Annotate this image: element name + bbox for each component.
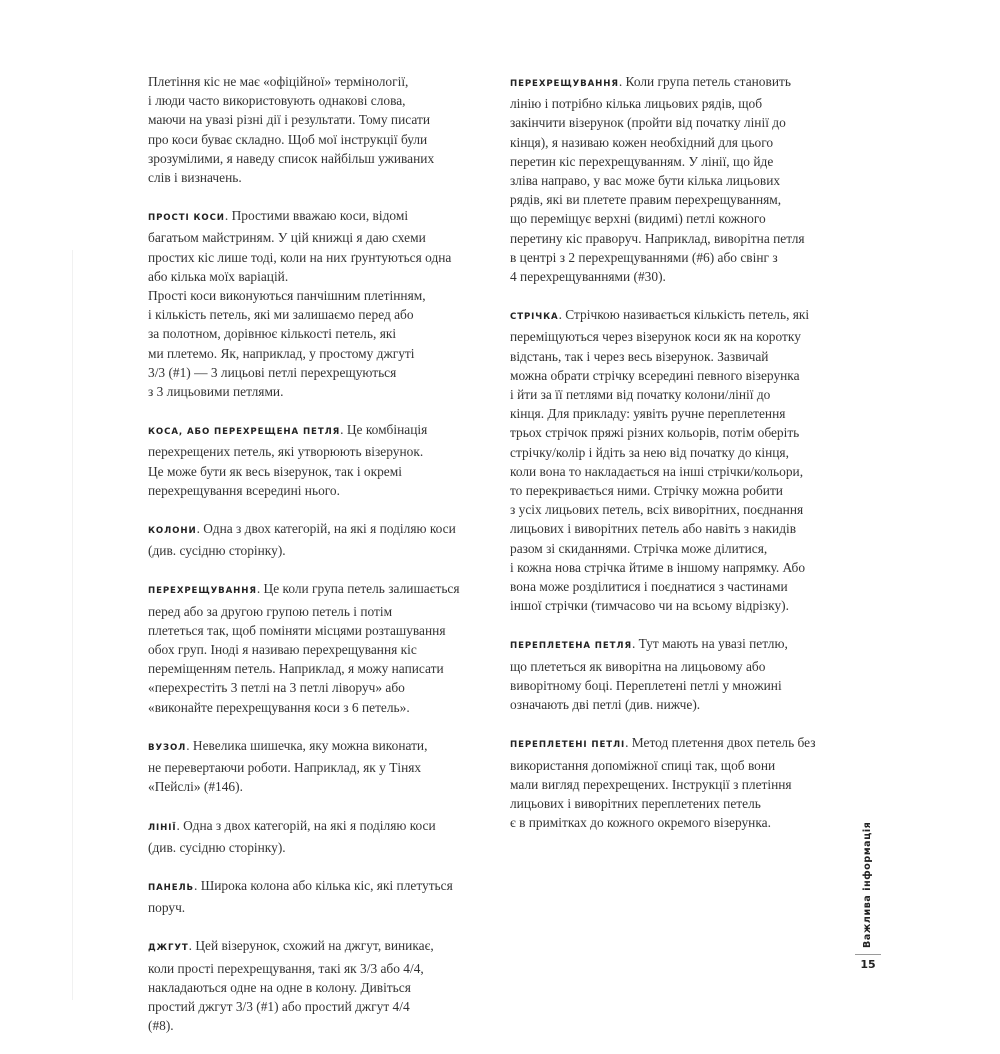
glossary-entry-twisted-stitch bbox=[510, 634, 862, 714]
glossary-term: ЛІНІЇ bbox=[148, 822, 177, 833]
glossary-definition: . Стрічкою називається кількість петель, які переміщуються через візерунок коси як на коротку відстань, так і через весь візерунок. Зазвичай можна обрати стрічку всередині певного візерунка і йти за її петлями від початку колони/лінії до кінця. Для прикладу: уявіть ручне переплетення трьох стрічок пряжі різних кольорів, потім оберіть стрічку/колір і йдіть за нею від початку до кінця, коли вона то накладається на інші стрічки/кольори, то перекривається ними. Стрічку можна робити з усіх лицьових петель, всіх виворітних, поєднання лицьових і виворітних петель або навіть з накидів разом зі скиданнями. Стрічка може ділитися, і кожна нова стрічка йтиме в іншому напрямку. Або вона може розділитися і поєднатися з частинами іншої стрічки (тимчасово чи на всьому відрізку). bbox=[510, 307, 810, 614]
page-number-rule bbox=[855, 954, 881, 955]
glossary-definition: . Метод плетення двох петель без використання допоміжної спиці так, щоб вони мали вигляд перехрещених. Інструкції з плетіння лицьових і виворітних переплетених петель є в примітках до кожного окремого візерунка. bbox=[510, 735, 816, 831]
page-number: 15 bbox=[860, 958, 876, 971]
glossary-definition: . Одна з двох категорій, на які я поділяю коси (див. сусідню сторінку). bbox=[148, 817, 436, 855]
glossary-entry-rope bbox=[148, 936, 496, 1035]
glossary-term: ПАНЕЛЬ bbox=[148, 882, 194, 893]
glossary-definition: . Одна з двох категорій, на які я поділяю коси (див. сусідню сторінку). bbox=[148, 521, 456, 559]
glossary-continuation-paragraph bbox=[148, 286, 496, 401]
glossary-entry-simple-cables bbox=[148, 206, 496, 286]
glossary-term: ВУЗОЛ bbox=[148, 742, 187, 753]
left-column bbox=[148, 72, 496, 1054]
page-gutter-line bbox=[72, 250, 73, 1000]
glossary-definition: . Широка колона або кілька кіс, які плетуться поруч. bbox=[148, 877, 453, 916]
glossary-definition: . Тут мають на увазі петлю, що плететься як виворітна на лицьовому або виворітному боці. Переплетені петлі у множині означають дві петлі (див. нижче). bbox=[510, 636, 788, 713]
glossary-term: КОЛОНИ bbox=[148, 526, 197, 537]
glossary-entry-strand bbox=[510, 305, 862, 615]
glossary-entry-cable bbox=[148, 420, 496, 500]
glossary-definition: Прості коси виконуються панчішним плетінням, і кількість петель, які ми залишаємо перед або за полотном, дорівнює кількості петель, які ми плетемо. Як, наприклад, у простому джгуті 3/3 (#1) — 3 лицьові петлі перехрещуються з 3 лицьовими петлями. bbox=[148, 288, 426, 400]
glossary-definition: . Невелика шишечка, яку можна виконати, не перевертаючи роботи. Наприклад, як у Тінях «Пейслі» (#146). bbox=[148, 737, 428, 795]
glossary-entry-twisted-stitches bbox=[510, 733, 862, 832]
glossary-entry-crossing-line bbox=[510, 72, 862, 286]
glossary-term: ДЖГУТ bbox=[148, 943, 189, 954]
intro-paragraph: Плетіння кіс не має «офіційної» термінології, і люди часто використовують однакові слова, маючи на увазі різні дії і результати. Тому писати про коси буває складно. Щоб мої інструкції були зрозумілими, я наведу список найбільш уживаних слів і визначень. bbox=[148, 74, 435, 186]
glossary-term: СТРІЧКА bbox=[510, 312, 559, 323]
glossary-entry-knot bbox=[148, 736, 496, 797]
glossary-term: ПЕРЕХРЕЩУВАННЯ bbox=[148, 586, 257, 597]
glossary-term: ПЕРЕПЛЕТЕНА ПЕТЛЯ bbox=[510, 641, 632, 652]
glossary-entry-crossing bbox=[148, 579, 496, 716]
glossary-entry-columns bbox=[148, 519, 496, 560]
glossary-definition: . Це коли група петель залишається перед або за другою групою петель і потім плететься так, щоб поміняти місцями розташування обох груп. Іноді я називаю перехрещування кіс переміщенням петель. Наприклад, я можу написати «перехрестіть 3 петлі на 3 петлі ліворуч» або «виконайте перехрещування коси з 6 петель». bbox=[148, 581, 460, 715]
glossary-term: ПРОСТІ КОСИ bbox=[148, 213, 225, 224]
glossary-definition: . Коли група петель становить лінію і потрібно кілька лицьових рядів, щоб закінчити візерунок (пройти від початку лінії до кінця), я називаю кожен необхідний для цього перетин кіс перехрещуванням. У лінії, що йде зліва направо, у вас може бути кілька лицьових рядів, які ви плетете правим перехрещуванням, що переміщує верхні (видимі) петлі кожного перетину кіс праворуч. Наприклад, виворітна петля в центрі з 2 перехрещуваннями (#6) або свінг з 4 перехрещуваннями (#30). bbox=[510, 74, 805, 285]
glossary-definition: . Цей візерунок, схожий на джгут, виникає, коли прості перехрещування, такі як 3/3 або 4/4, накладаються одне на одне в колону. Дивіться простий джгут 3/3 (#1) або простий джгут 4/4 (#8). bbox=[148, 938, 434, 1034]
glossary-entry-lines bbox=[148, 816, 496, 857]
glossary-term: ПЕРЕПЛЕТЕНІ ПЕТЛІ bbox=[510, 740, 626, 751]
glossary-definition: . Це комбінація перехрещених петель, які утворюють візерунок. Це може бути як весь візерунок, так і окремі перехрещування всередині нього. bbox=[148, 422, 428, 498]
glossary-entry-panel bbox=[148, 876, 496, 917]
glossary-definition: . Простими вважаю коси, відомі багатьом майстриням. У цій книжці я даю схеми простих кіс лише тоді, коли на них ґрунтуються одна або кілька моїх варіацій. bbox=[148, 208, 452, 284]
right-column bbox=[510, 72, 862, 851]
section-label: Важлива інформація bbox=[862, 821, 873, 948]
glossary-term: ПЕРЕХРЕЩУВАННЯ bbox=[510, 79, 619, 89]
glossary-term: КОСА, АБО ПЕРЕХРЕЩЕНА ПЕТЛЯ bbox=[148, 427, 341, 438]
